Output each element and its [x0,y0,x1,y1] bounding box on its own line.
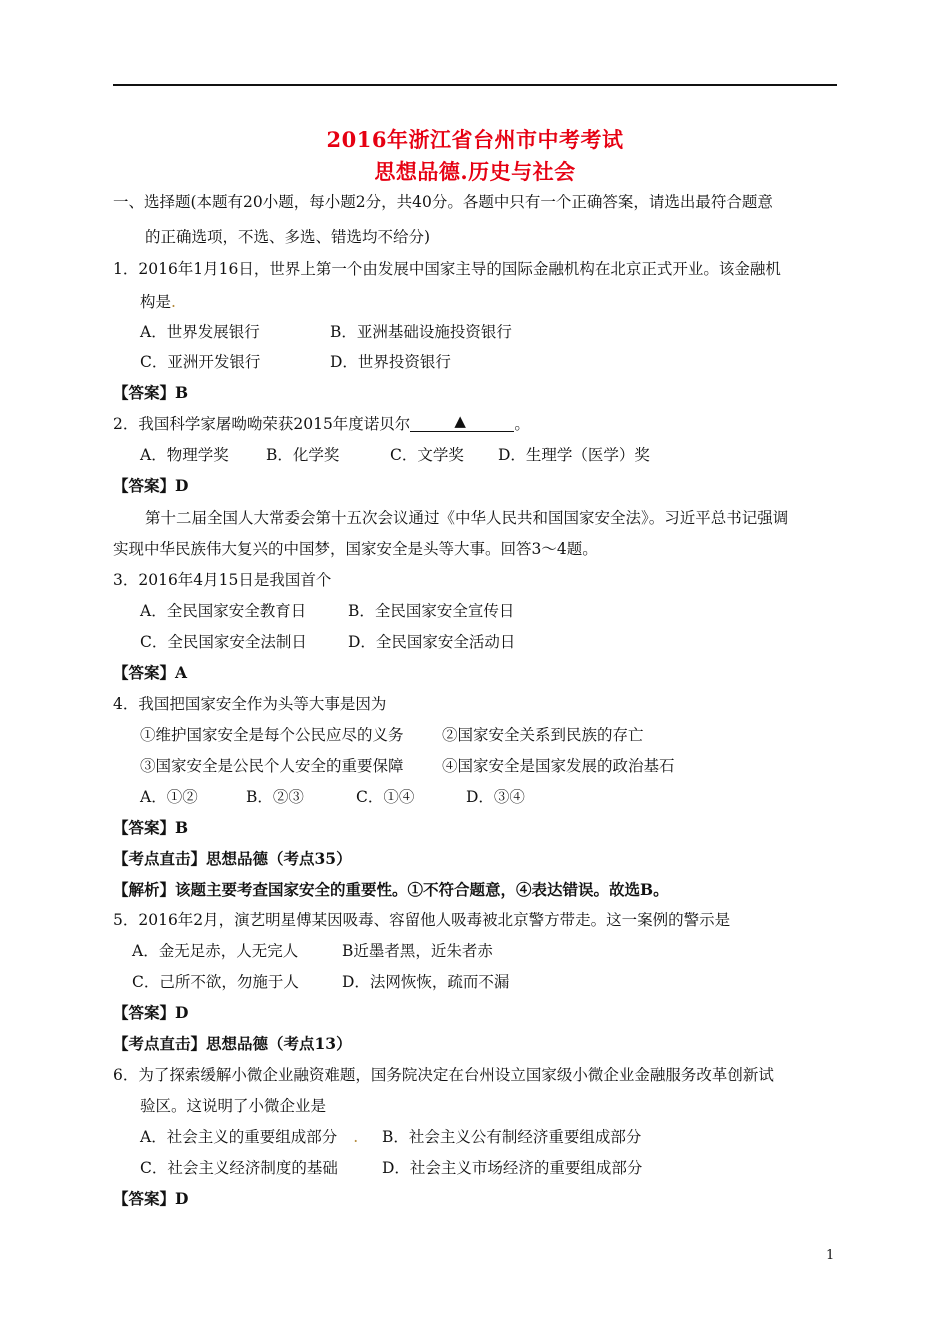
q6-stem-line1: 6．为了探索缓解小微企业融资难题，国务院决定在台州设立国家级小微企业金融服务改革创新试 [113,1066,774,1084]
q4-statement-2: ②国家安全关系到民族的存亡 [442,726,644,744]
q4-statement-1: ①维护国家安全是每个公民应尽的义务 [140,726,404,744]
q1-option-b: B．亚洲基础设施投资银行 [330,323,512,341]
q6-option-b: B．社会主义公有制经济重要组成部分 [382,1128,642,1146]
q4-option-d: D．③④ [466,788,525,806]
q3-answer: 【答案】A [113,663,188,682]
q6-answer: 【答案】D [113,1189,189,1208]
q5-answer: 【答案】D [113,1003,189,1022]
page-number: 1 [826,1248,835,1263]
q3-option-b: B．全民国家安全宣传日 [348,602,515,620]
q2-option-b: B．化学奖 [266,446,340,464]
q4-stem: 4．我国把国家安全作为头等大事是因为 [113,695,387,713]
q4-statement-3: ③国家安全是公民个人安全的重要保障 [140,757,404,775]
q4-exam-point: 【考点直击】思想品德（考点35） [113,849,352,868]
material-line2: 实现中华民族伟大复兴的中国梦，国家安全是头等大事。回答3～4题。 [113,540,598,558]
q1-stem-line2-text: 构是 [140,293,172,311]
q2-option-c: C．文学奖 [390,446,464,464]
exam-title: 2016年浙江省台州市中考考试 [326,127,624,152]
header-rule [113,84,837,86]
q4-statement-4: ④国家安全是国家发展的政治基石 [442,757,675,775]
q5-option-a: A．金无足赤，人无完人 [132,942,299,960]
q1-answer: 【答案】B [113,383,189,402]
q4-analysis: 【解析】该题主要考查国家安全的重要性。①不符合题意，④表达错误。故选B。 [113,880,669,899]
exam-subtitle: 思想品德.历史与社会 [374,159,576,184]
section-instructions-line1: 一、选择题(本题有20小题，每小题2分，共40分。各题中只有一个正确答案，请选出最符合题意 [113,193,773,211]
q6-stem-line2: 验区。这说明了小微企业是 [140,1097,327,1115]
q6-option-c: C．社会主义经济制度的基础 [140,1159,338,1177]
q2-option-a: A．物理学奖 [140,446,229,464]
q3-option-d: D．全民国家安全活动日 [348,633,516,651]
q5-option-b: B近墨者黑，近朱者赤 [342,942,493,960]
q2-option-d: D．生理学（医学）奖 [498,446,650,464]
q5-stem: 5．2016年2月，演艺明星傅某因吸毒、容留他人吸毒被北京警方带走。这一案例的警示是 [113,911,731,929]
section-instructions-line2: 的正确选项，不选、多选、错选均不给分) [145,228,431,246]
q1-option-d: D．世界投资银行 [330,353,451,371]
q2-stem-end: 。 [514,415,530,433]
q1-option-c: C．亚洲开发银行 [140,353,261,371]
q1-stem-line2: 构是. [140,293,176,311]
q1-stem-line1: 1．2016年1月16日，世界上第一个由发展中国家主导的国际金融机构在北京正式开业。该金融机 [113,260,781,278]
q6-option-d: D．社会主义市场经济的重要组成部分 [382,1159,643,1177]
q2-stem [113,414,530,434]
q4-answer: 【答案】B [113,818,189,837]
q5-exam-point: 【考点直击】思想品德（考点13） [113,1034,352,1053]
q6-option-a: A．社会主义的重要组成部分 . [140,1128,359,1146]
q3-option-c: C．全民国家安全法制日 [140,633,307,651]
triangle-marker-icon: ▲ [454,412,466,430]
q2-stem-text: 2．我国科学家屠呦呦荣获2015年度诺贝尔 [113,415,411,433]
q6-option-a-text: A．社会主义的重要组成部分 [140,1128,338,1146]
q3-option-a: A．全民国家安全教育日 [140,602,307,620]
q4-option-a: A．①② [140,788,198,806]
q4-option-c: C．①④ [356,788,415,806]
q4-option-b: B．②③ [246,788,304,806]
q2-answer-blank [410,414,514,432]
material-line1: 第十二届全国人大常委会第十五次会议通过《中华人民共和国国家安全法》。习近平总书记强调 [145,509,789,527]
q5-option-d: D．法网恢恢，疏而不漏 [342,973,510,991]
q1-option-a: A．世界发展银行 [140,323,260,341]
q2-answer: 【答案】D [113,476,189,495]
q5-option-c: C．己所不欲，勿施于人 [132,973,299,991]
q3-stem: 3．2016年4月15日是我国首个 [113,571,332,589]
